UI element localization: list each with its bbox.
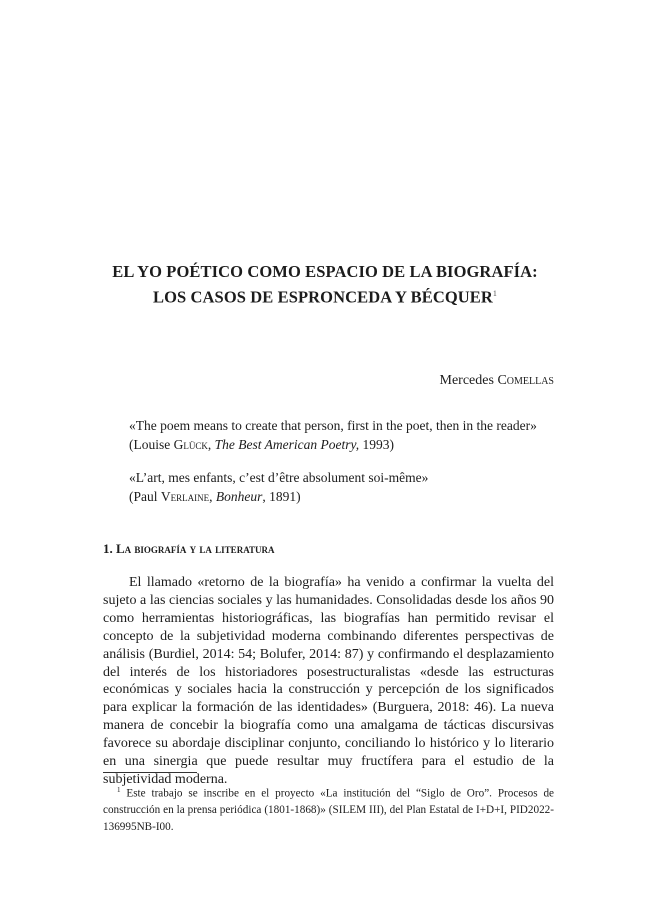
epigraph-2 <box>129 468 559 506</box>
body-paragraph: El llamado «retorno de la biografía» ha venido a confirmar la vuelta del sujeto a las ciencias sociales y las humanidades. Consolidadas desde los años 90 como herramientas historiográficas, las biografías han permitido revisar el concepto de la subjetividad moderna combinando diferentes perspectivas de análisis (Burdiel, 2014: 54; Bolufer, 2014: 87) y confirmando el desplazamiento del interés de los historiadores posestructuralistas «desde las estructuras económicas y sociales hacia la construcción y percepción de los significados para explicar la formación de las identidades» (Burguera, 2018: 46). La nueva manera de concebir la biografía como una amalgama de tácticas discursivas favorece su abordaje disciplinar conjunto, conciliando lo histórico y lo literario en una sinergia que puede resultar muy fructífera para el estudio de la subjetividad moderna. <box>103 575 554 787</box>
chapter-title-line-2 <box>60 283 590 309</box>
epigraph-2-work: Bonheur <box>215 489 263 504</box>
epigraph-1-citation <box>129 435 559 454</box>
chapter-title-line-2-text: LOS CASOS DE ESPRONCEDA Y BÉCQUER <box>152 287 493 307</box>
section-number: 1. <box>103 541 116 556</box>
chapter-title <box>60 261 590 309</box>
body-text <box>103 574 554 789</box>
epigraph-1-year: 1993) <box>359 437 394 452</box>
epigraph-2-sep: , <box>209 489 216 504</box>
epigraph-2-citation <box>129 487 559 506</box>
title-footnote-mark[interactable]: 1 <box>492 289 498 298</box>
epigraph-1 <box>129 416 559 454</box>
epigraph-1-author: Glück <box>173 437 208 452</box>
epigraph-1-sep: , <box>207 437 215 452</box>
epigraph-2-year: , 1891) <box>262 489 301 504</box>
epigraph-1-quote: «The poem means to create that person, first in the poet, then in the reader» <box>129 418 537 433</box>
footnote-mark: 1 <box>117 786 121 794</box>
section-title: La biografía y la literatura <box>116 541 275 556</box>
footnote <box>103 782 554 835</box>
author-name <box>300 373 554 389</box>
footnote-divider <box>103 772 197 773</box>
epigraph-2-quote: «L’art, mes enfants, c’est d’être absolument soi-même» <box>129 470 429 485</box>
author-surname: Comellas <box>497 373 554 388</box>
chapter-title-line-1: EL YO POÉTICO COMO ESPACIO DE LA BIOGRAFÍA: <box>112 262 538 281</box>
footnote-text: Este trabajo se inscribe en el proyecto «La institución del “Siglo de Oro”. Procesos de construcción en la prensa periódica (1801-1868)» (SILEM III), del Plan Estatal de I+D+I, PID2022-136995NB-I00. <box>103 787 554 833</box>
epigraph-1-open: (Louise <box>129 437 174 452</box>
epigraph-2-open: (Paul <box>129 489 161 504</box>
footnote-paragraph <box>103 782 554 835</box>
author-first-name: Mercedes <box>439 373 494 388</box>
section-heading <box>103 541 275 557</box>
epigraph-2-author: Verlaine <box>160 489 210 504</box>
epigraph-1-work: The Best American Poetry, <box>214 437 360 452</box>
